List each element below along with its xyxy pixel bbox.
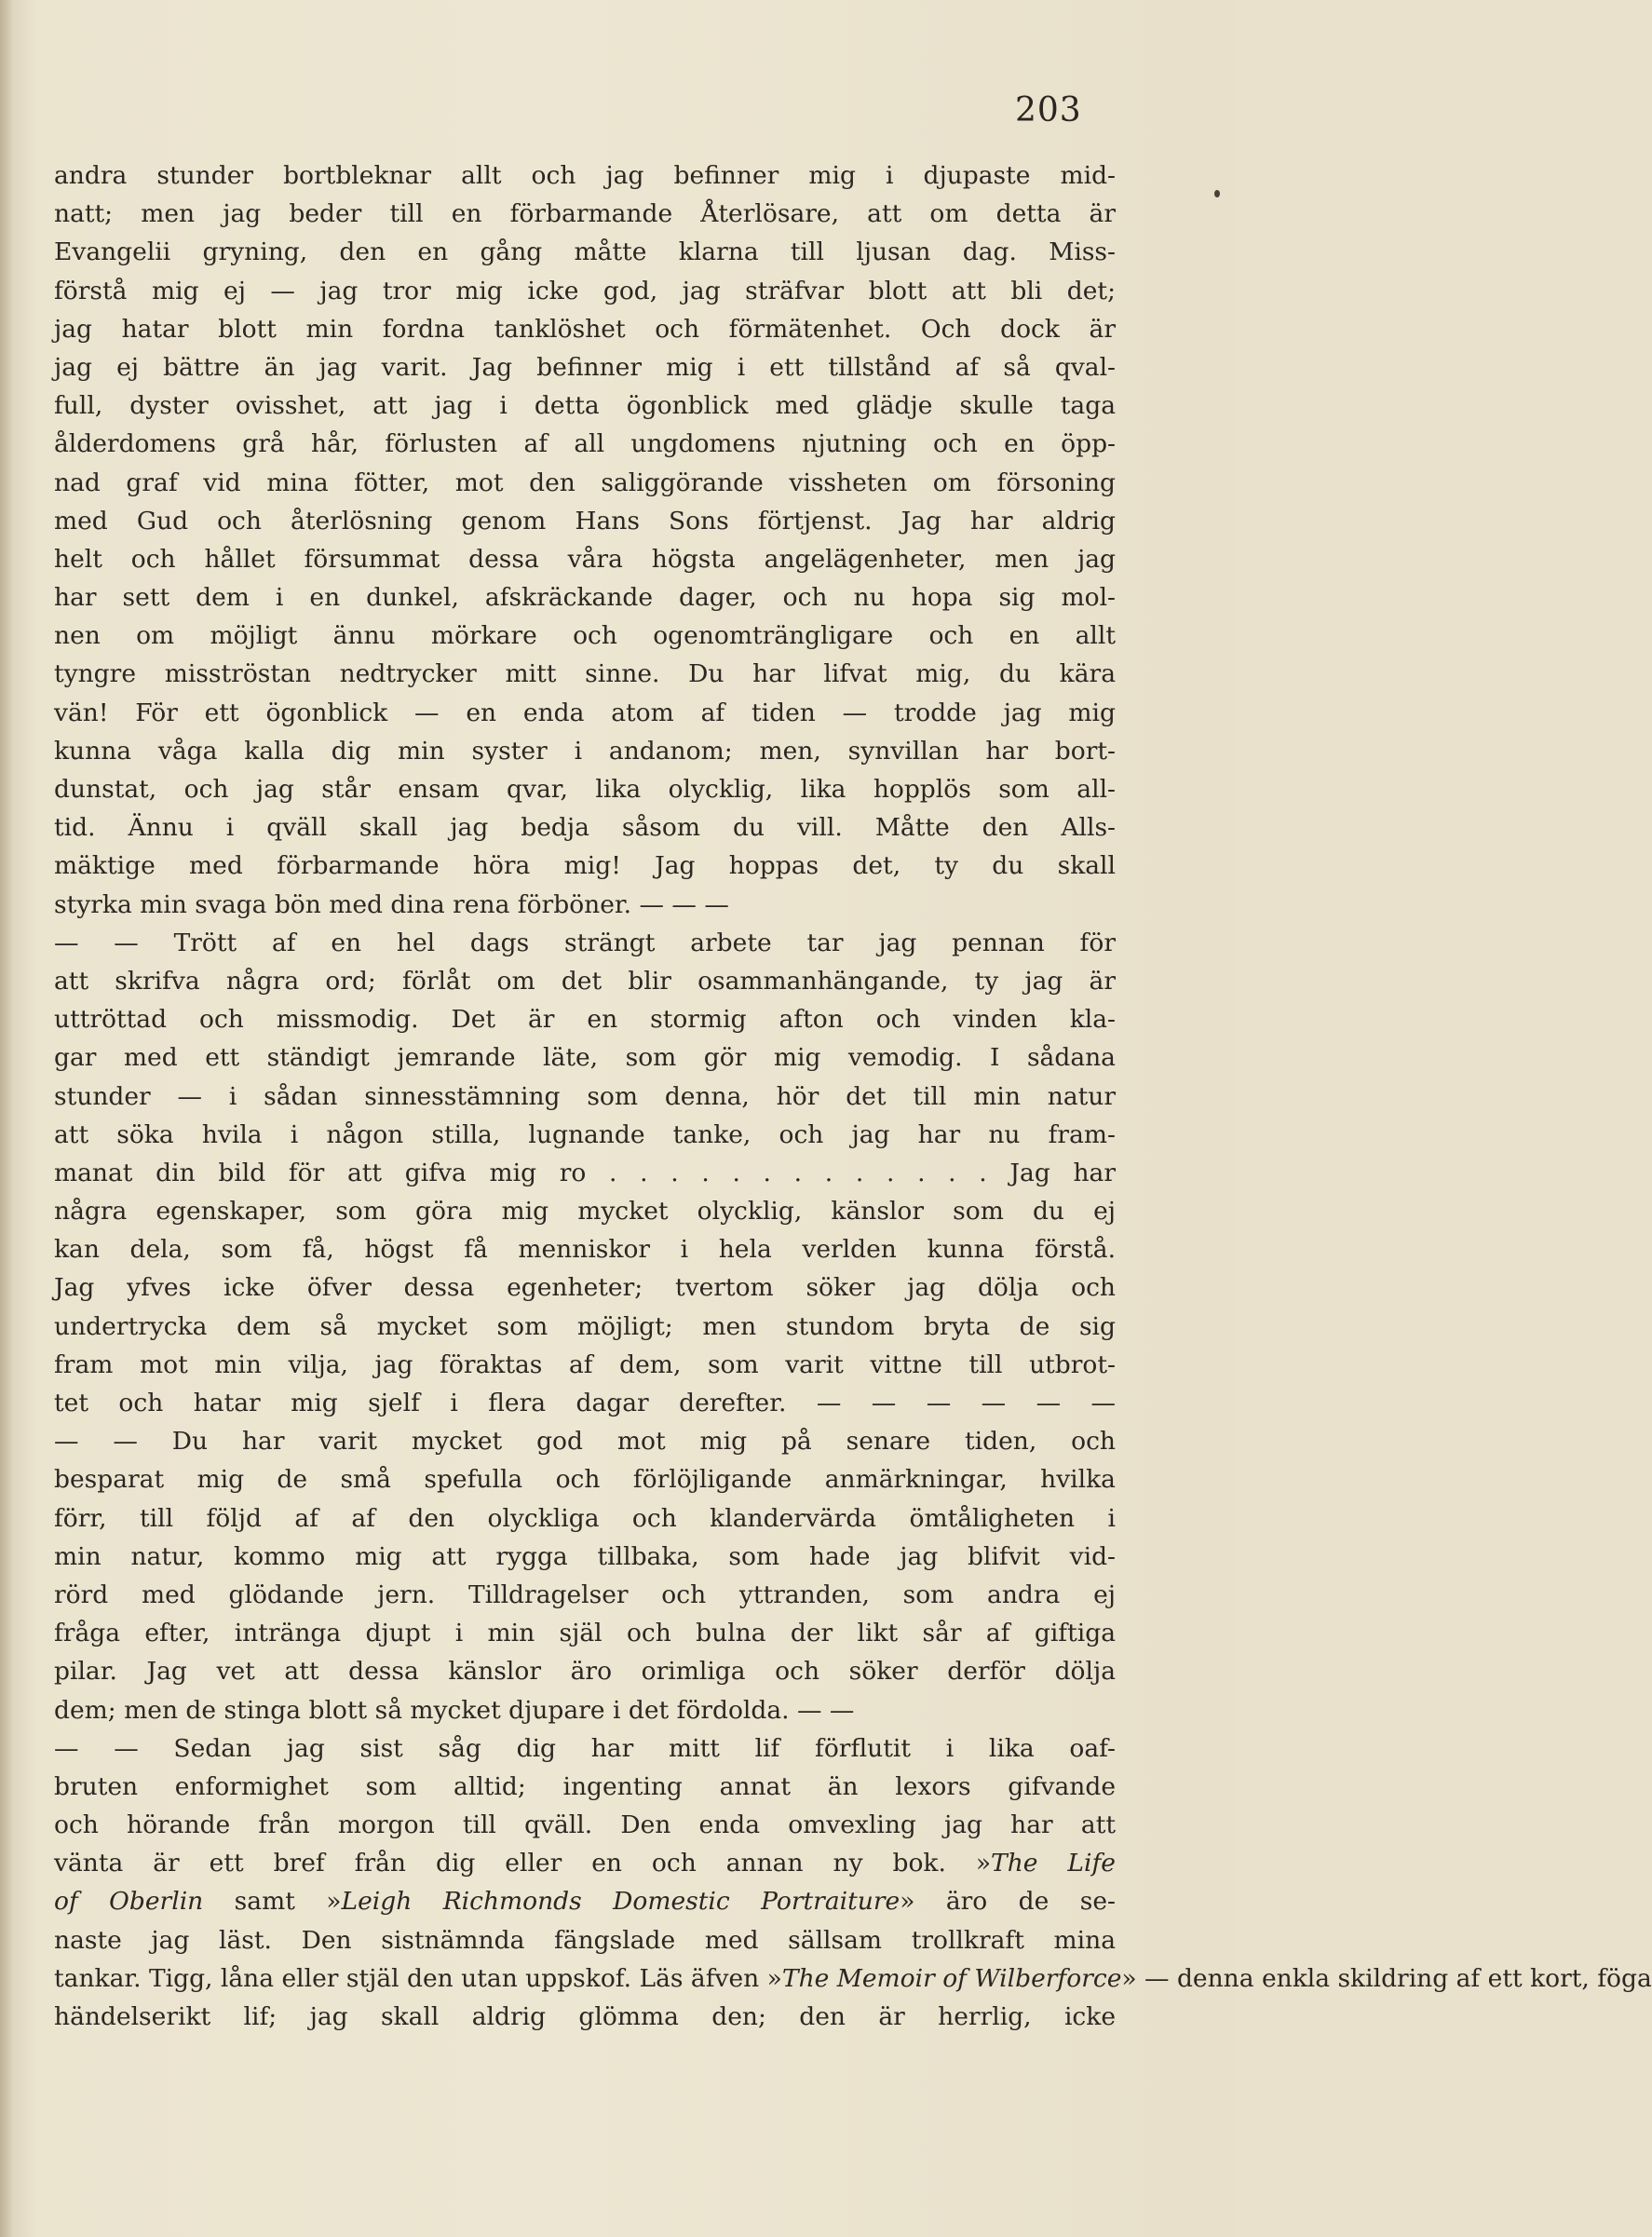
text-line: rörd med glödande jern. Tilldragelser och yttranden, som andra ej <box>54 1579 1116 1609</box>
text-line: dem; men de stinga blott så mycket djupare i det fördolda. — — <box>54 1695 855 1725</box>
text-line <box>54 1959 1652 1998</box>
text-line: och hörande från morgon till qväll. Den enda omvexling jag har att <box>54 1810 1116 1840</box>
text-line: nen om möjligt ännu mörkare och ogenomträngligare och en allt <box>54 621 1116 651</box>
text-line: kan dela, som få, högst få menniskor i hela verlden kunna förstå. <box>54 1235 1116 1265</box>
text-line: manat din bild för att gifva mig ro . . . . . . . . . . . . . Jag har <box>54 1158 1116 1187</box>
text-line: några egenskaper, som göra mig mycket olycklig, känslor som du ej <box>54 1197 1116 1227</box>
text-line: full, dyster ovisshet, att jag i detta ögonblick med glädje skulle taga <box>54 391 1116 421</box>
text-line <box>54 1844 1116 1882</box>
text-line: dunstat, och jag står ensam qvar, lika olycklig, lika hopplös som all- <box>54 775 1116 804</box>
text-line: förr, till följd af af den olyckliga och klandervärda ömtåligheten i <box>54 1503 1116 1533</box>
text-line: undertrycka dem så mycket som möjligt; men stundom bryta de sig <box>54 1311 1116 1341</box>
text-line: händelserikt lif; jag skall aldrig glömma den; den är herrlig, icke <box>54 2002 1116 2031</box>
text-line: jag ej bättre än jag varit. Jag befinner mig i ett tillstånd af så qval- <box>54 352 1116 382</box>
text-line: pilar. Jag vet att dessa känslor äro orimliga och söker derför dölja <box>54 1657 1116 1687</box>
body-text <box>54 156 1652 2036</box>
text-line: stunder — i sådan sinnesstämning som denna, hör det till min natur <box>54 1081 1116 1111</box>
text-line: — — Sedan jag sist såg dig har mitt lif förflutit i lika oaf- <box>54 1733 1116 1763</box>
text-line: tyngre misströstan nedtrycker mitt sinne. Du har lifvat mig, du kära <box>54 659 1116 689</box>
text-fragment: tankar. Tigg, låna eller stjäl den utan uppskof. Läs äfven » <box>54 1963 782 1993</box>
text-line: uttröttad och missmodig. Det är en stormig afton och vinden kla- <box>54 1005 1116 1035</box>
text-fragment: » — denna enkla skildring af ett kort, föga <box>1121 1963 1652 1993</box>
text-line: besparat mig de små spefulla och förlöjligande anmärkningar, hvilka <box>54 1465 1116 1495</box>
text-line: naste jag läst. Den sistnämnda fängslade med sällsam trollkraft mina <box>54 1925 1116 1955</box>
text-line: styrka min svaga bön med dina rena förböner. — — — <box>54 889 729 919</box>
text-fragment: » äro de se- <box>900 1887 1116 1917</box>
text-fragment: vänta är ett bref från dig eller en och annan ny bok. » <box>54 1849 992 1878</box>
text-line: att söka hvila i någon stilla, lugnande tanke, och jag har nu fram- <box>54 1119 1116 1149</box>
text-line: ålderdomens grå hår, förlusten af all ungdomens njutning och en öpp- <box>54 429 1116 459</box>
text-line: har sett dem i en dunkel, afskräckande dager, och nu hopa sig mol- <box>54 583 1116 613</box>
text-line: med Gud och återlösning genom Hans Sons förtjenst. Jag har aldrig <box>54 506 1116 536</box>
text-line: kunna våga kalla dig min syster i andanom; men, synvillan har bort- <box>54 736 1116 766</box>
text-line: Jag yfves icke öfver dessa egenheter; tvertom söker jag dölja och <box>54 1273 1116 1303</box>
text-line: natt; men jag beder till en förbarmande Återlösare, att om detta är <box>54 199 1116 229</box>
text-line: förstå mig ej — jag tror mig icke god, jag sträfvar blott att bli det; <box>54 276 1116 305</box>
ink-spot <box>1214 190 1220 197</box>
text-line: att skrifva några ord; förlåt om det blir osammanhängande, ty jag är <box>54 966 1116 996</box>
text-line: fram mot min vilja, jag föraktas af dem, som varit vittne till utbrot- <box>54 1349 1116 1379</box>
text-line: andra stunder bortbleknar allt och jag befinner mig i djupaste mid- <box>54 161 1116 190</box>
page-edge-shadow <box>0 0 13 2237</box>
book-title-wilberforce: The Memoir of Wilberforce <box>781 1963 1122 1993</box>
text-line: vän! För ett ögonblick — en enda atom af tiden — trodde jag mig <box>54 698 1116 727</box>
text-line: fråga efter, intränga djupt i min själ och bulna der likt sår af giftiga <box>54 1619 1116 1648</box>
text-line: tid. Ännu i qväll skall jag bedja såsom du vill. Måtte den Alls- <box>54 813 1116 843</box>
book-title-leigh: Leigh Richmonds Domestic Portraiture <box>341 1887 900 1917</box>
text-line: jag hatar blott min fordna tanklöshet och förmätenhet. Och dock är <box>54 314 1116 344</box>
text-line: nad graf vid mina fötter, mot den saliggörande vissheten om försoning <box>54 468 1116 497</box>
text-fragment: samt » <box>203 1887 342 1917</box>
text-line: mäktige med förbarmande höra mig! Jag hoppas det, ty du skall <box>54 851 1116 881</box>
text-line: — — Trött af en hel dags strängt arbete tar jag pennan för <box>54 928 1116 957</box>
text-line: bruten enformighet som alltid; ingenting annat än lexors gifvande <box>54 1771 1116 1801</box>
page-number: 203 <box>1015 91 1082 129</box>
text-line: Evangelii gryning, den en gång måtte klarna till ljusan dag. Miss- <box>54 237 1116 267</box>
text-line: gar med ett ständigt jemrande läte, som gör mig vemodig. I sådana <box>54 1043 1116 1073</box>
text-line: min natur, kommo mig att rygga tillbaka, som hade jag blifvit vid- <box>54 1541 1116 1571</box>
text-line: tet och hatar mig sjelf i flera dagar derefter. — — — — — — <box>54 1389 1116 1417</box>
text-line: helt och hållet försummat dessa våra högsta angelägenheter, men jag <box>54 544 1116 574</box>
book-title-life: The Life <box>991 1849 1116 1878</box>
book-title-oberlin: of Oberlin <box>54 1887 204 1917</box>
text-line <box>54 1882 1116 1920</box>
text-line: — — Du har varit mycket god mot mig på senare tiden, och <box>54 1427 1116 1457</box>
